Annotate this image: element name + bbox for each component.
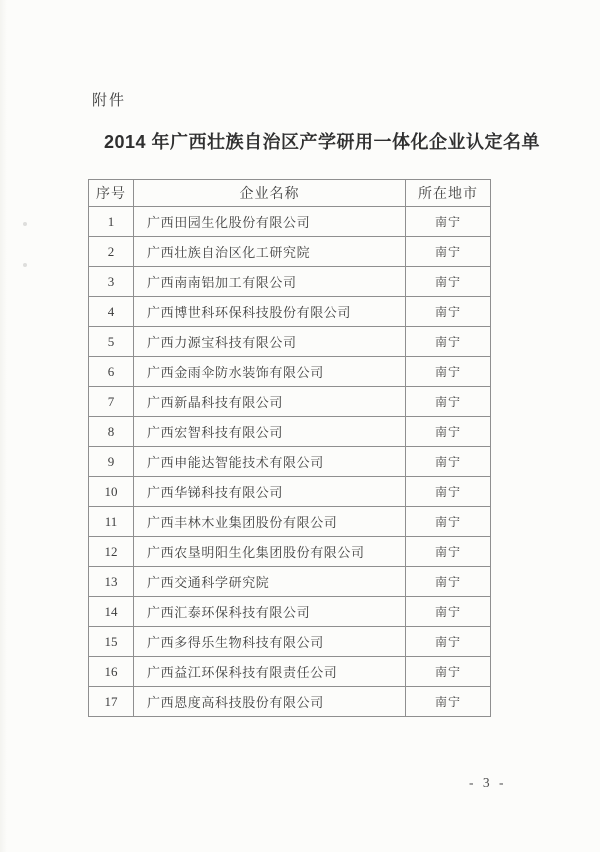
row-serial: 5 (89, 327, 134, 357)
table-body (89, 207, 491, 717)
row-enterprise-name: 广西力源宝科技有限公司 (134, 327, 406, 357)
row-enterprise-name: 广西南南铝加工有限公司 (134, 267, 406, 297)
table-row (89, 537, 491, 567)
row-city: 南宁 (406, 297, 491, 327)
row-serial: 12 (89, 537, 134, 567)
enterprise-table (88, 179, 491, 717)
row-enterprise-name: 广西丰林木业集团股份有限公司 (134, 507, 406, 537)
row-city: 南宁 (406, 627, 491, 657)
row-city: 南宁 (406, 597, 491, 627)
table-row (89, 627, 491, 657)
row-serial: 13 (89, 567, 134, 597)
column-header-serial: 序号 (89, 180, 134, 207)
row-city: 南宁 (406, 417, 491, 447)
row-city: 南宁 (406, 357, 491, 387)
table-row (89, 477, 491, 507)
row-city: 南宁 (406, 507, 491, 537)
column-header-enterprise-name: 企业名称 (134, 180, 406, 207)
row-city: 南宁 (406, 657, 491, 687)
row-city: 南宁 (406, 567, 491, 597)
scan-artifact (23, 222, 27, 226)
row-serial: 9 (89, 447, 134, 477)
row-city: 南宁 (406, 237, 491, 267)
row-serial: 1 (89, 207, 134, 237)
attachment-label: 附件 (92, 93, 127, 109)
table-row (89, 597, 491, 627)
row-city: 南宁 (406, 267, 491, 297)
table-row (89, 267, 491, 297)
row-city: 南宁 (406, 687, 491, 717)
row-enterprise-name: 广西博世科环保科技股份有限公司 (134, 297, 406, 327)
table-row (89, 297, 491, 327)
row-city: 南宁 (406, 537, 491, 567)
row-serial: 17 (89, 687, 134, 717)
row-enterprise-name: 广西申能达智能技术有限公司 (134, 447, 406, 477)
row-enterprise-name: 广西益江环保科技有限责任公司 (134, 657, 406, 687)
table-row (89, 207, 491, 237)
row-serial: 14 (89, 597, 134, 627)
row-city: 南宁 (406, 477, 491, 507)
table-row (89, 657, 491, 687)
row-enterprise-name: 广西新晶科技有限公司 (134, 387, 406, 417)
table-row (89, 387, 491, 417)
table-row (89, 237, 491, 267)
table-row (89, 417, 491, 447)
table-header-row (89, 180, 491, 207)
row-city: 南宁 (406, 447, 491, 477)
row-serial: 3 (89, 267, 134, 297)
table-row (89, 567, 491, 597)
row-serial: 10 (89, 477, 134, 507)
row-enterprise-name: 广西恩度高科技股份有限公司 (134, 687, 406, 717)
row-city: 南宁 (406, 387, 491, 417)
table-row (89, 357, 491, 387)
row-serial: 15 (89, 627, 134, 657)
row-enterprise-name: 广西华锑科技有限公司 (134, 477, 406, 507)
row-enterprise-name: 广西交通科学研究院 (134, 567, 406, 597)
row-enterprise-name: 广西农垦明阳生化集团股份有限公司 (134, 537, 406, 567)
row-serial: 4 (89, 297, 134, 327)
row-enterprise-name: 广西宏智科技有限公司 (134, 417, 406, 447)
row-serial: 16 (89, 657, 134, 687)
row-enterprise-name: 广西多得乐生物科技有限公司 (134, 627, 406, 657)
page-title: 2014 年广西壮族自治区产学研用一体化企业认定名单 (104, 132, 541, 152)
page-number: - 3 - (469, 775, 507, 790)
row-serial: 11 (89, 507, 134, 537)
row-city: 南宁 (406, 207, 491, 237)
row-serial: 2 (89, 237, 134, 267)
scan-artifact (23, 263, 27, 267)
row-enterprise-name: 广西壮族自治区化工研究院 (134, 237, 406, 267)
row-serial: 6 (89, 357, 134, 387)
row-enterprise-name: 广西汇泰环保科技有限公司 (134, 597, 406, 627)
table-row (89, 447, 491, 477)
row-serial: 8 (89, 417, 134, 447)
row-serial: 7 (89, 387, 134, 417)
row-enterprise-name: 广西金雨伞防水装饰有限公司 (134, 357, 406, 387)
table-row (89, 687, 491, 717)
row-enterprise-name: 广西田园生化股份有限公司 (134, 207, 406, 237)
table-row (89, 327, 491, 357)
column-header-city: 所在地市 (406, 180, 491, 207)
row-city: 南宁 (406, 327, 491, 357)
table-row (89, 507, 491, 537)
